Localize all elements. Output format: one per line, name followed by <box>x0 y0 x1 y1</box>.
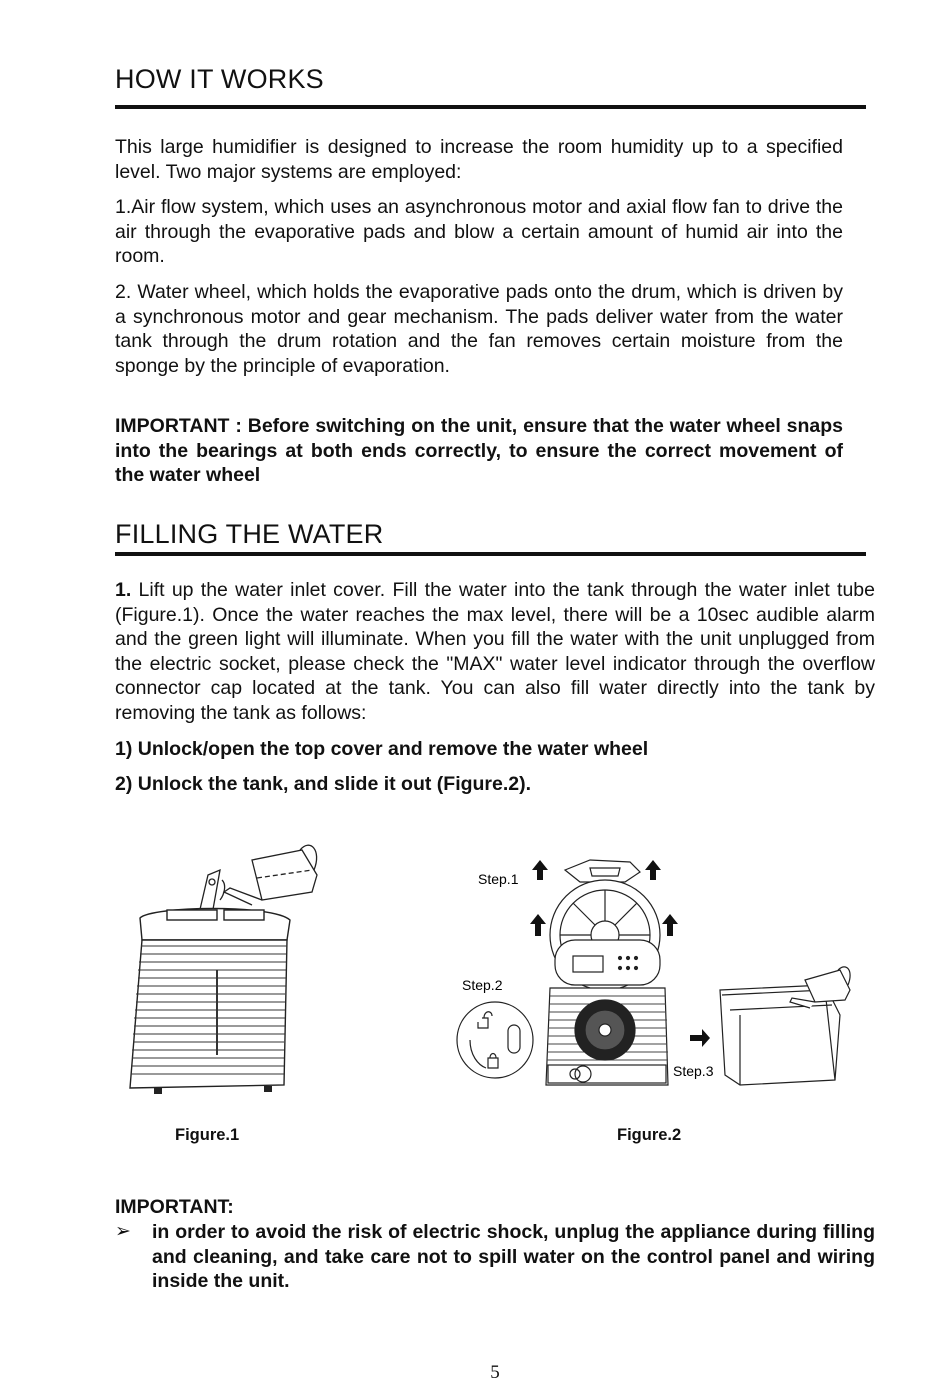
title-rule <box>115 552 866 556</box>
page-number: 5 <box>490 1362 500 1383</box>
figure1-caption: Figure.1 <box>175 1126 240 1144</box>
step1-label: Step.1 <box>478 871 519 887</box>
step-text: Lift up the water inlet cover. Fill the water into the tank through the water inlet tube (Figure.1). Once the water reaches the max level, there will be a 10sec audible alarm and the green light will illuminate. When you fill the water with the unit unplugged from the electric socket, please check the "MAX" water level indicator through the overflow connector cap located at the tank. You can also fill water directly into the tank by removing the tank as follows: <box>115 579 875 724</box>
arrow-bullet-icon: ➢ <box>115 1221 131 1242</box>
title-rule <box>115 105 866 109</box>
filling-step1-paragraph <box>115 578 875 726</box>
step-number: 1. <box>115 579 132 601</box>
warning-title: IMPORTANT: <box>115 1196 234 1218</box>
warning-text: in order to avoid the risk of electric shock, unplug the appliance during filling and cleaning, and take care not to spill water on the control panel and wiring inside the unit. <box>152 1221 875 1293</box>
section-title-how-it-works: HOW IT WORKS <box>115 64 324 94</box>
figure1-humidifier-illustration <box>112 830 322 1100</box>
important-note: IMPORTANT : Before switching on the unit, ensure that the water wheel snaps into the bearings at both ends correctly, to ensure the correct movement of the water wheel <box>115 415 843 487</box>
figure2-caption: Figure.2 <box>617 1126 682 1144</box>
step3-label: Step.3 <box>673 1063 714 1079</box>
water-wheel-paragraph: 2. Water wheel, which holds the evaporative pads onto the drum, which is driven by a synchronous motor and gear mechanism. The pads deliver water from the water tank through the drum rotation and the fan removes certain moisture from the sponge by the principle of evaporation. <box>115 281 843 377</box>
figure2-disassembly-illustration <box>440 840 870 1095</box>
substep-2: 2) Unlock the tank, and slide it out (Figure.2). <box>115 773 532 795</box>
step2-label: Step.2 <box>462 977 503 993</box>
intro-paragraph: This large humidifier is designed to increase the room humidity up to a specified level. Two major systems are employed: <box>115 136 843 183</box>
substep-1: 1) Unlock/open the top cover and remove the water wheel <box>115 738 649 760</box>
air-flow-paragraph: 1.Air flow system, which uses an asynchronous motor and axial flow fan to drive the air through the evaporative pads and blow a certain amount of humid air into the room. <box>115 196 843 268</box>
section-title-filling-water: FILLING THE WATER <box>115 519 384 549</box>
